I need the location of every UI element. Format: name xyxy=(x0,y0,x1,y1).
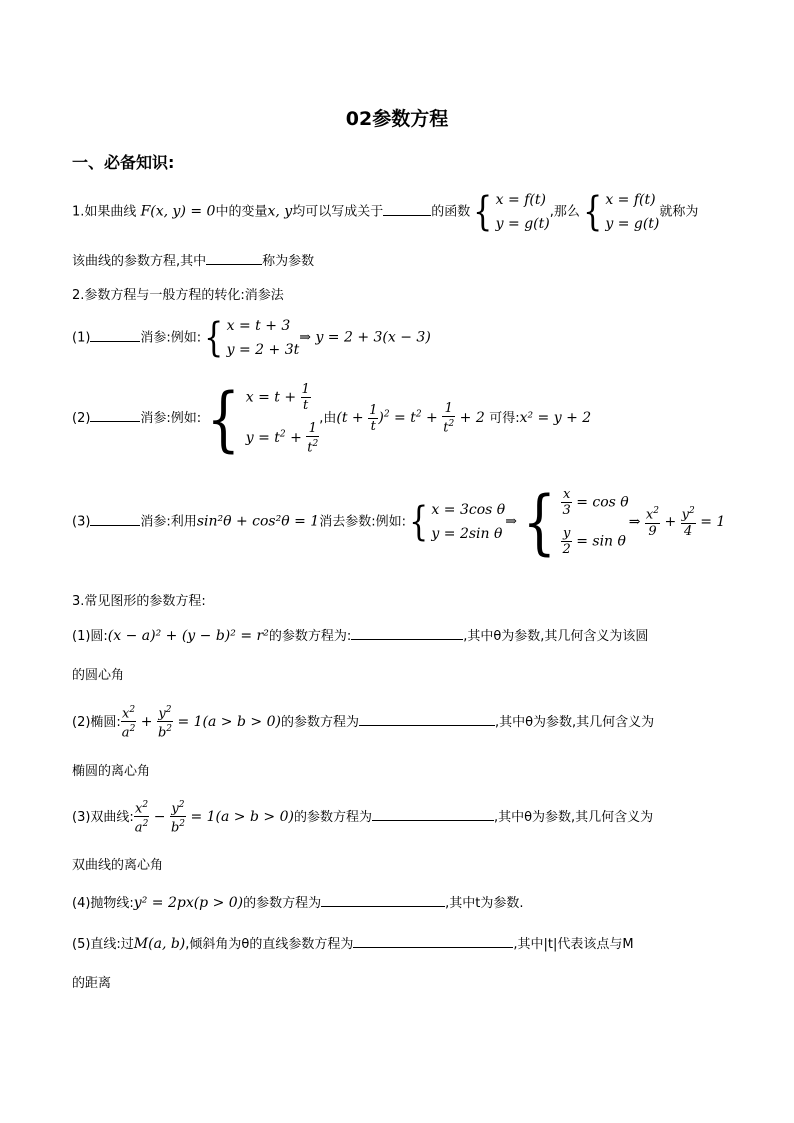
circle-text-a: 的参数方程为: xyxy=(268,629,352,644)
brace: { xyxy=(204,315,224,361)
parabola-equation: y² = 2px(p > 0) xyxy=(133,895,244,911)
sub-1-text: 消参:例如: xyxy=(140,330,202,346)
sub-2-result: x² = y + 2 xyxy=(519,410,592,427)
sub-3-text-b: 消去参数:例如: xyxy=(319,514,406,530)
sub-3-label: (3) xyxy=(72,514,91,530)
blank-2 xyxy=(206,252,262,265)
item-1-line2-a: 该曲线的参数方程,其中 xyxy=(72,254,207,269)
circle-label: (1)圆: xyxy=(72,629,108,644)
page-title: 02参数方程 xyxy=(345,108,449,130)
system-1: x = f(t) y = g(t) xyxy=(495,192,550,232)
blank-8 xyxy=(372,808,494,821)
item-2-sub-2 xyxy=(72,377,592,460)
circle-line-2: 的圆心角 xyxy=(72,668,125,683)
line-label: (5)直线:过 xyxy=(72,937,134,952)
line-line-2: 的距离 xyxy=(72,976,112,991)
hyperbola-label: (3)双曲线: xyxy=(72,809,134,825)
brace: { xyxy=(583,189,603,235)
vars: x, y xyxy=(267,203,293,220)
parabola-label: (4)抛物线: xyxy=(72,896,134,911)
blank-3 xyxy=(90,329,140,342)
item-2-sub-1 xyxy=(72,314,431,362)
hyperbola-text-b: ,其中θ为参数,其几何含义为 xyxy=(493,809,654,825)
circle-equation: (x − a)² + (y − b)² = r² xyxy=(107,628,269,644)
item-1-line2-b: 称为参数 xyxy=(262,254,315,269)
hyperbola-line-1 xyxy=(72,798,653,836)
blank-9 xyxy=(321,894,445,907)
blank-1 xyxy=(383,203,431,216)
section-heading: 一、必备知识: xyxy=(72,153,175,172)
circle-text-b: ,其中θ为参数,其几何含义为该圆 xyxy=(463,629,649,644)
ellipse-line-2: 椭圆的离心角 xyxy=(72,764,151,779)
item-2-sub-3: (3) 消参:利用sin²θ + cos²θ = 1消去参数:例如:{ x = 3cos θ y = 2sin θ ⇒{ $\frac{x}{3}$ = cos θ $\frac{y}{2}$ = sin θ ⇒ $\frac{x^2}{9}$ + $\frac{y^2}{4}$ = 1 xyxy=(72,481,726,563)
item-1-text-a: 如果曲线 xyxy=(84,204,137,220)
blank-6 xyxy=(351,627,463,640)
sub-1-system: x = t + 3 y = 2 + 3t xyxy=(226,318,300,358)
hyperbola-line-2: 双曲线的离心角 xyxy=(72,858,164,873)
item-1-text-f: 就称为 xyxy=(659,204,699,220)
item-3-heading: 3.常见图形的参数方程: xyxy=(72,594,206,609)
sub-2-system: x = t + $\frac{1}{t}$ $y = t^2$ + $\frac{1}{t^2}$ xyxy=(245,382,319,456)
line-point: M(a, b) xyxy=(133,936,186,952)
parabola-text-b: ,其中t为参数. xyxy=(445,896,524,911)
circle-line-1 xyxy=(72,625,648,644)
sub-2-label: (2) xyxy=(72,411,91,427)
brace: { xyxy=(206,377,241,460)
ellipse-text-a: 的参数方程为 xyxy=(280,714,359,730)
sub-2-identity: (t + $\frac{1}{t}$ )$^2 = t^2$ + $\frac{1}{t^2}$ + 2 xyxy=(336,401,490,436)
hyperbola-text-a: 的参数方程为 xyxy=(293,809,372,825)
curve-equation: F(x, y) = 0 xyxy=(140,203,216,220)
item-1-line-2 xyxy=(72,250,314,269)
brace: { xyxy=(473,189,493,235)
sub-3-identity: sin²θ + cos²θ = 1 xyxy=(196,513,320,530)
sub-2-text-mid: ,由 xyxy=(319,411,337,427)
item-2-heading: 2.参数方程与一般方程的转化:消参法 xyxy=(72,288,284,303)
sub-3-system-2: $\frac{x}{3}$ = cos θ $\frac{y}{2}$ = sin θ xyxy=(562,487,629,557)
sub-3-result: ⇒ $\frac{x^2}{9}$ + $\frac{y^2}{4}$ = 1 xyxy=(628,506,726,539)
item-1-text-e: ,那么 xyxy=(549,204,580,220)
ellipse-line-1 xyxy=(72,703,654,741)
brace: { xyxy=(522,481,556,563)
parabola-text-a: 的参数方程为 xyxy=(243,896,322,911)
system-2: x = f(t) y = g(t) xyxy=(605,192,660,232)
sub-3-system: x = 3cos θ y = 2sin θ xyxy=(431,502,506,542)
brace: { xyxy=(409,499,429,545)
item-1-text-c: 均可以写成关于 xyxy=(292,204,384,220)
blank-10 xyxy=(353,935,513,948)
sub-3-text-a: 消参:利用 xyxy=(140,514,197,530)
parabola-line xyxy=(72,892,524,911)
ellipse-text-b: ,其中θ为参数,其几何含义为 xyxy=(494,714,655,730)
blank-7 xyxy=(359,713,495,726)
ellipse-label: (2)椭圆: xyxy=(72,714,121,730)
item-1-number: 1. xyxy=(72,204,85,220)
sub-2-text-get: 可得: xyxy=(489,411,520,427)
line-text-a: ,倾斜角为θ的直线参数方程为 xyxy=(185,937,354,952)
ellipse-equation: $\frac{x^2}{a^2}$ + $\frac{y^2}{b^2}$ = 1(a > b > 0) xyxy=(121,705,281,741)
line-text-b: ,其中|t|代表该点与M xyxy=(513,937,634,952)
sub-1-label: (1) xyxy=(72,330,91,346)
blank-5 xyxy=(90,513,140,526)
hyperbola-equation: $\frac{x^2}{a^2}$ − $\frac{y^2}{b^2}$ = 1(a > b > 0) xyxy=(134,800,294,836)
line-line-1 xyxy=(72,933,634,952)
sub-1-result: ⇒ y = 2 + 3(x − 3) xyxy=(299,329,431,346)
item-1-text-b: 中的变量 xyxy=(215,204,268,220)
blank-4 xyxy=(90,409,140,422)
item-1-line-1 xyxy=(72,188,698,236)
sub-2-text: 消参:例如: xyxy=(140,411,202,427)
item-1-text-d: 的函数 xyxy=(431,204,471,220)
